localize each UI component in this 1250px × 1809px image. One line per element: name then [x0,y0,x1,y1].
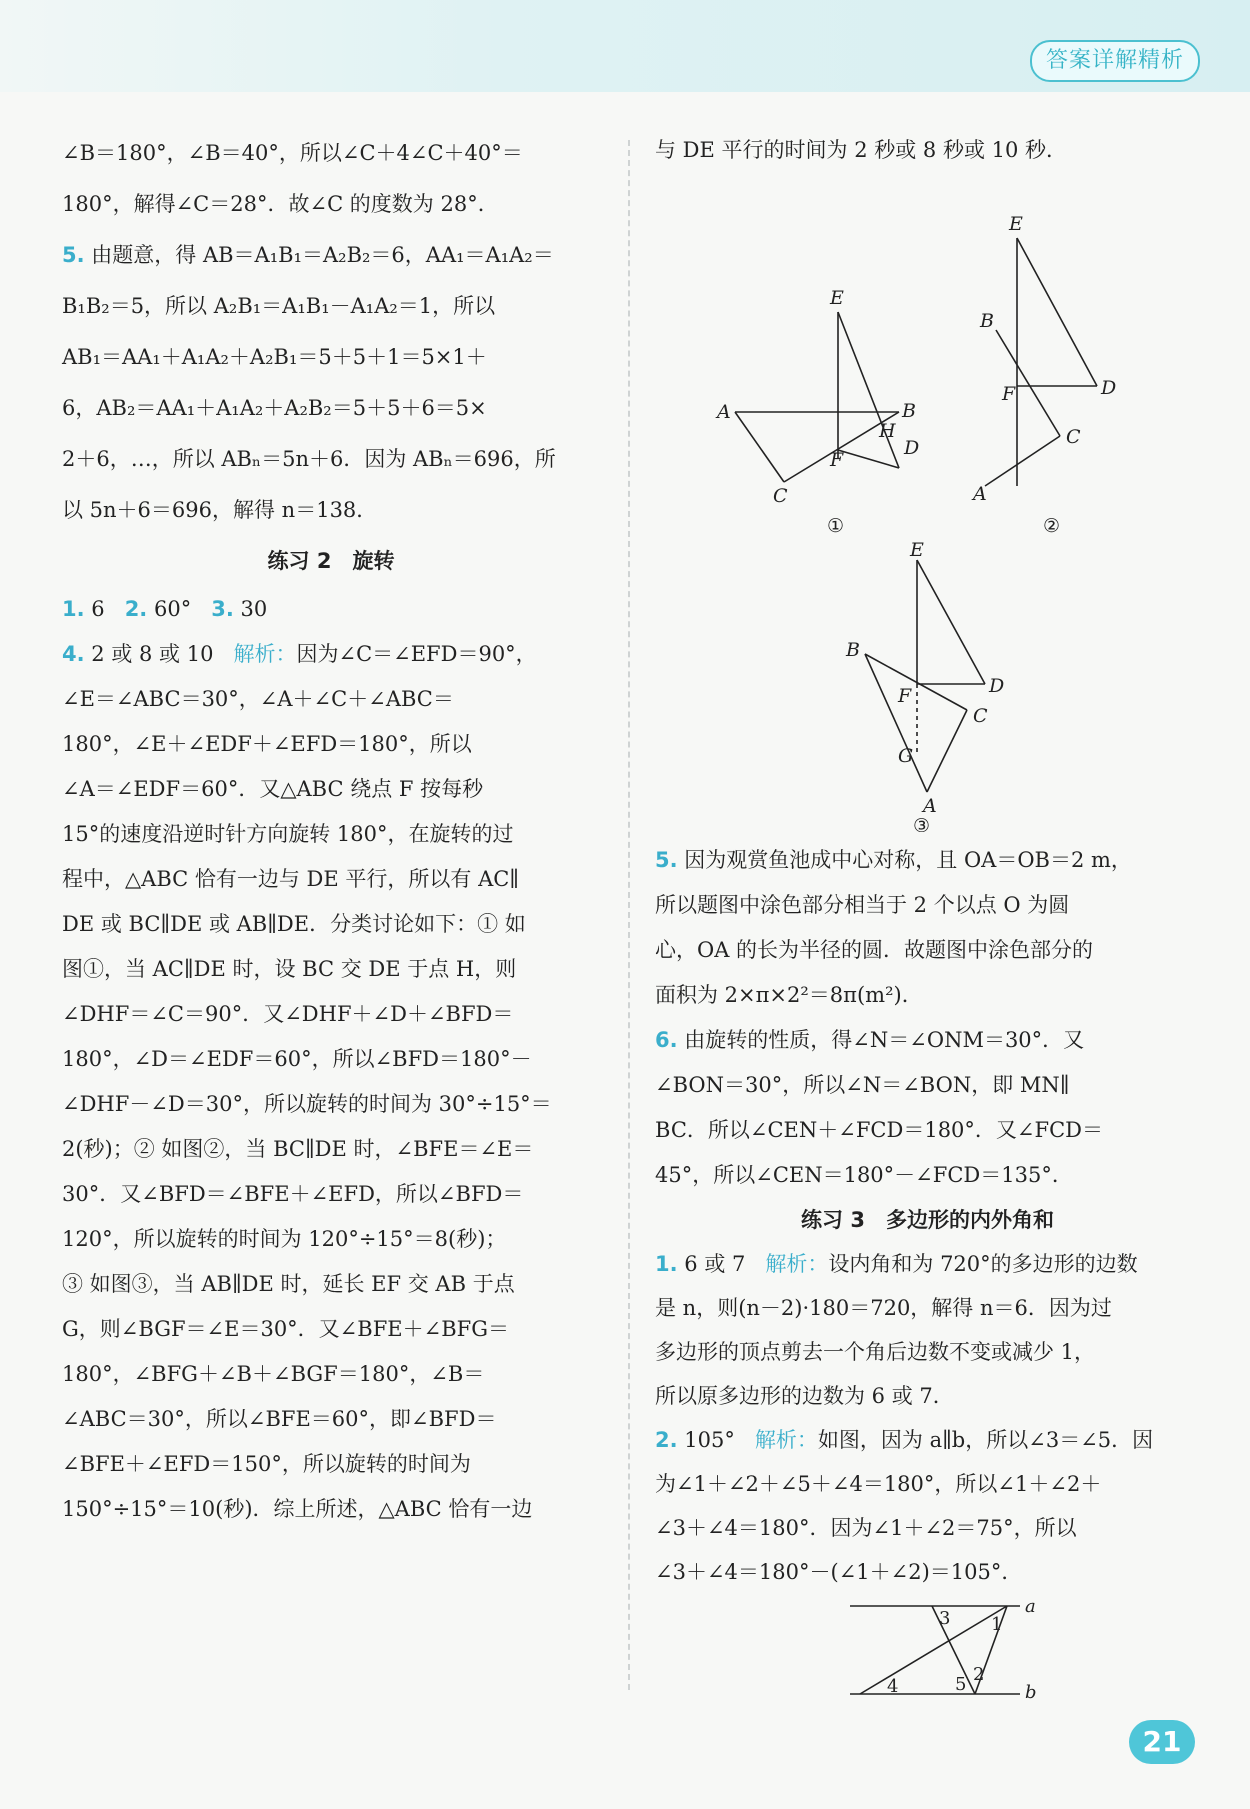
figure-caption: ③ [913,815,931,832]
figure-label: A [717,401,731,423]
answer: 6 或 7 [684,1252,746,1276]
text-line: 因为∠C＝∠EFD＝90°， [296,642,537,666]
text-line: ∠ABC＝30°，所以∠BFE＝60°，即∠BFD＝ [62,1407,497,1431]
question-number: 5. [655,848,678,872]
figure-label: B [846,639,860,661]
answer: 30 [240,597,268,621]
analysis-tag: 解析： [765,1252,829,1276]
figure-label: C [773,485,788,507]
angle-label: 4 [887,1676,899,1697]
angle-label: 2 [973,1664,985,1685]
figure-label: E [1009,213,1023,235]
text-line: AB₁＝AA₁＋A₁A₂＋A₂B₁＝5＋5＋1＝5×1＋ [62,345,487,369]
page-number: 21 [1129,1720,1195,1764]
question-5 [62,230,600,281]
answer: 2 或 8 或 10 [91,642,214,666]
figure-label: E [830,287,844,309]
figure-label: A [973,483,987,505]
question-number: 5. [62,243,85,267]
text-line: 120°，所以旋转的时间为 120°÷15°＝8(秒)； [62,1227,507,1251]
text-line: 由题意，得 AB＝A₁B₁＝A₂B₂＝6，AA₁＝A₁A₂＝ [91,243,554,267]
angle-label: 3 [939,1608,951,1629]
text-line: 面积为 2×π×2²＝8π(m²)． [655,983,923,1007]
text-line: 2(秒)；② 如图②，当 BC∥DE 时，∠BFE＝∠E＝ [62,1137,534,1161]
text-line: 45°，所以∠CEN＝180°－∠FCD＝135°． [655,1163,1073,1187]
answers-line [62,587,600,631]
figure-label: F [1002,383,1016,405]
text-line: 180°，∠D＝∠EDF＝60°，所以∠BFD＝180°－ [62,1047,532,1071]
figure-label: E [910,542,924,561]
text-line: 30°．又∠BFD＝∠BFE＋∠EFD，所以∠BFD＝ [62,1182,524,1206]
text-line: 图①，当 AC∥DE 时，设 BC 交 DE 于点 H，则 [62,957,517,981]
text-line: 180°，∠BFG＋∠B＋∠BGF＝180°，∠B＝ [62,1362,485,1386]
question-number: 2. [124,597,148,621]
text-line: 因为观赏鱼池成中心对称，且 OA＝OB＝2 m， [684,848,1132,872]
text-line: 150°÷15°＝10(秒)．综上所述，△ABC 恰有一边 [62,1497,533,1521]
figure-label: D [904,437,920,459]
text-line: ∠3＋∠4＝180°－(∠1＋∠2)＝105°． [655,1560,1023,1584]
text-line: G，则∠BGF＝∠E＝30°．又∠BFE＋∠BFG＝ [62,1317,509,1341]
question-number: 6. [655,1028,678,1052]
text-line: 与 DE 平行的时间为 2 秒或 8 秒或 10 秒． [655,138,1068,162]
question-s3-1 [655,1242,1200,1286]
text-line: BC．所以∠CEN＋∠FCD＝180°．又∠FCD＝ [655,1118,1103,1142]
analysis-tag: 解析： [233,642,297,666]
question-number: 4. [62,642,85,666]
figure-label: G [898,745,914,767]
figure-caption: ① [827,515,845,537]
figure-label: F [898,685,912,707]
text-line: 6，AB₂＝AA₁＋A₁A₂＋A₂B₂＝5＋5＋6＝5× [62,396,487,420]
text-line: ∠DHF－∠D＝30°，所以旋转的时间为 30°÷15°＝ [62,1092,552,1116]
analysis-tag: 解析： [754,1428,818,1452]
text-line: 如图，因为 a∥b，所以∠3＝∠5．因 [817,1428,1154,1452]
right-column [655,128,1200,1704]
figure-label: H [879,420,896,442]
text-line: 所以题图中涂色部分相当于 2 个以点 O 为圆 [655,893,1070,917]
figure-label: D [989,675,1005,697]
section-title: 练习 3 多边形的内外角和 [801,1208,1054,1232]
question-5 [655,838,1200,883]
question-6 [655,1018,1200,1063]
text-line: ∠3＋∠4＝180°．因为∠1＋∠2＝75°，所以 [655,1516,1077,1540]
text-line: 以 5n＋6＝696，解得 n＝138． [62,498,378,522]
text-line: ∠BON＝30°，所以∠N＝∠BON，即 MN∥ [655,1073,1070,1097]
text-line: ∠DHF＝∠C＝90°．又∠DHF＋∠D＋∠BFD＝ [62,1002,514,1026]
question-number: 1. [62,597,85,621]
figure-label: C [973,705,988,727]
text-line: 180°，∠E＋∠EDF＋∠EFD＝180°，所以 [62,732,472,756]
text-line: DE 或 BC∥DE 或 AB∥DE．分类讨论如下：① 如 [62,912,526,936]
line-label: a [1025,1596,1036,1617]
figure-label: D [1101,377,1117,399]
question-4 [62,631,600,677]
text-line: 程中，△ABC 恰有一边与 DE 平行，所以有 AC∥ [62,867,520,891]
figure-label: B [902,400,916,422]
text-line: 多边形的顶点剪去一个角后边数不变或减少 1， [655,1340,1096,1364]
text-line: 设内角和为 720°的多边形的边数 [828,1252,1138,1276]
angle-label: 1 [991,1614,1003,1635]
text-line: ③ 如图③，当 AB∥DE 时，延长 EF 交 AB 于点 [62,1272,515,1296]
text-line: 180°，解得∠C＝28°．故∠C 的度数为 28°． [62,192,499,216]
figure-1-2 [655,172,1200,542]
figure-label: A [923,795,937,817]
question-number: 2. [655,1428,678,1452]
left-column [62,128,600,1532]
figure-label: F [830,449,844,471]
header-badge: 答案详解精析 [1030,40,1200,82]
figure-4 [655,1594,1200,1704]
line-label: b [1025,1682,1037,1703]
figure-3 [655,542,1200,832]
text-line: 心，OA 的长为半径的圆．故题图中涂色部分的 [655,938,1094,962]
figure-label: B [980,310,994,332]
text-line: 2＋6，…，所以 ABₙ＝5n＋6．因为 ABₙ＝696，所 [62,447,556,471]
question-number: 3. [211,597,234,621]
column-divider [628,140,630,1690]
figure-label: C [1066,426,1081,448]
answer: 6 [91,597,105,621]
text-line: 由旋转的性质，得∠N＝∠ONM＝30°．又 [684,1028,1085,1052]
text-line: 所以原多边形的边数为 6 或 7． [655,1384,954,1408]
figure-caption: ② [1043,515,1061,537]
angle-label: 5 [955,1674,967,1695]
text-line: 是 n，则(n－2)·180＝720，解得 n＝6．因为过 [655,1296,1112,1320]
text-line: 为∠1＋∠2＋∠5＋∠4＝180°，所以∠1＋∠2＋ [655,1472,1102,1496]
section-title: 练习 2 旋转 [267,549,395,573]
text-line: B₁B₂＝5，所以 A₂B₁＝A₁B₁－A₁A₂＝1，所以 [62,294,496,318]
question-s3-2 [655,1418,1200,1462]
text-line: ∠B＝180°，∠B＝40°，所以∠C＋4∠C＋40°＝ [62,141,523,165]
answer: 60° [153,597,192,621]
question-number: 1. [655,1252,678,1276]
text-line: ∠BFE＋∠EFD＝150°，所以旋转的时间为 [62,1452,471,1476]
text-line: 15°的速度沿逆时针方向旋转 180°，在旋转的过 [62,822,514,846]
text-line: ∠E＝∠ABC＝30°，∠A＋∠C＋∠ABC＝ [62,687,454,711]
answer: 105° [684,1428,735,1452]
text-line: ∠A＝∠EDF＝60°．又△ABC 绕点 F 按每秒 [62,777,484,801]
